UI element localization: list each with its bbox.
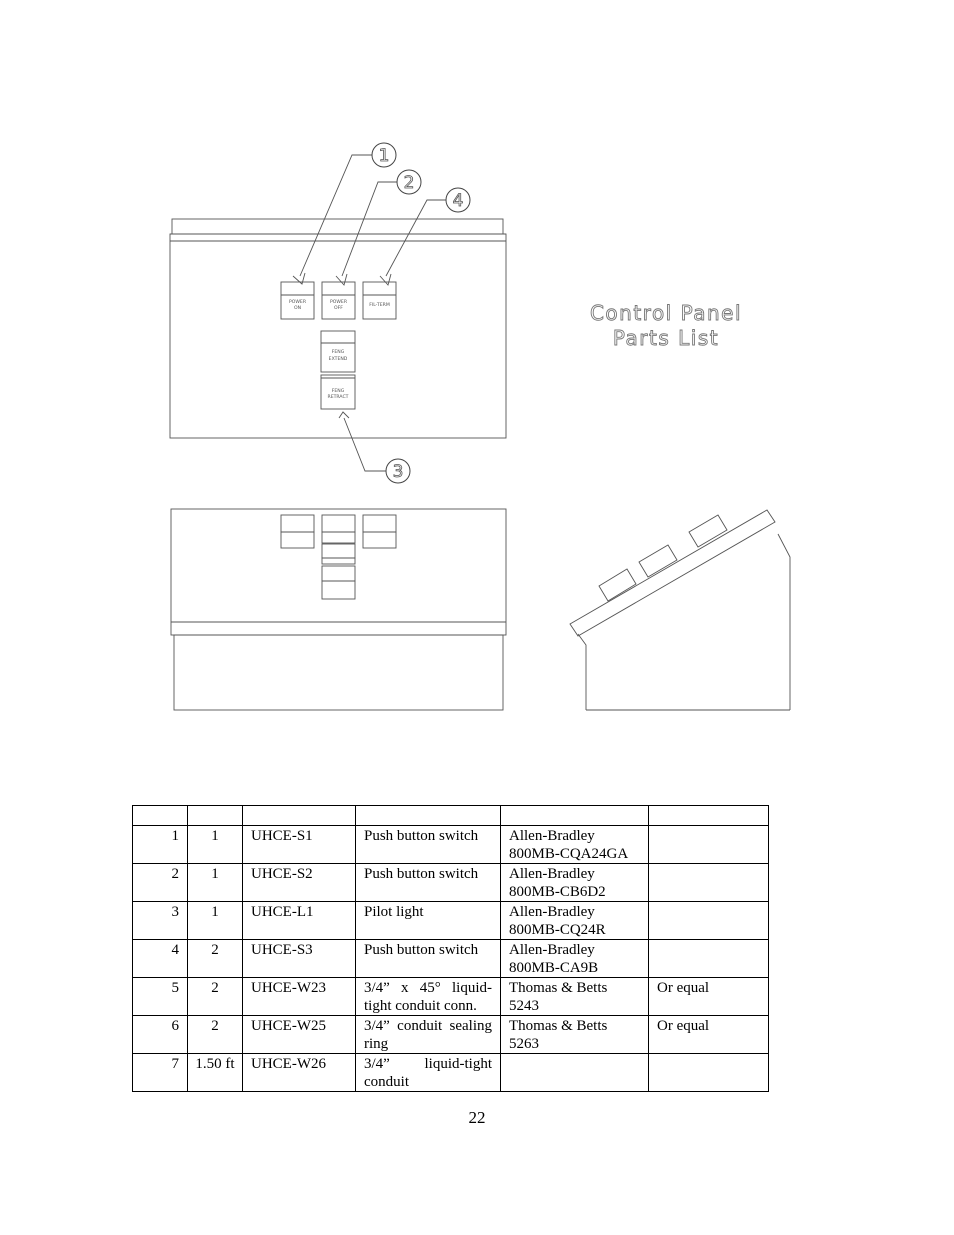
header-cell — [649, 806, 769, 826]
power-on-label-1: POWER — [288, 300, 307, 305]
quantity-cell: 2 — [188, 940, 243, 978]
notes-cell — [649, 902, 769, 940]
header-cell — [243, 806, 356, 826]
quantity-cell: 1 — [188, 902, 243, 940]
pilot-light-label: FIL-TERM — [369, 303, 390, 308]
pilot-light-drawing — [363, 282, 396, 319]
vendor-cell: Allen-Bradley 800MB-CQA24GA — [501, 826, 649, 864]
table-row — [133, 826, 769, 864]
table-header-row — [133, 806, 769, 826]
part-number-cell: UHCE-S1 — [243, 826, 356, 864]
table-row — [133, 1054, 769, 1092]
part-number-cell: UHCE-L1 — [243, 902, 356, 940]
part-number-cell: UHCE-S3 — [243, 940, 356, 978]
notes-cell: Or equal — [649, 978, 769, 1016]
notes-cell: Or equal — [649, 1016, 769, 1054]
part-number-cell: UHCE-W23 — [243, 978, 356, 1016]
top-view — [171, 509, 506, 710]
page-number: 22 — [468, 1108, 486, 1127]
front-view — [170, 143, 506, 483]
item-number-cell: 6 — [133, 1016, 188, 1054]
retract-label-1: FENG — [331, 389, 345, 394]
power-off-label-1: POWER — [329, 300, 348, 305]
callout-2-number: 2 — [403, 173, 415, 193]
notes-cell — [649, 1054, 769, 1092]
quantity-cell: 1 — [188, 826, 243, 864]
power-off-label-2: OFF — [334, 306, 343, 311]
quantity-cell: 1.50 ft — [188, 1054, 243, 1092]
power-off-button-drawing — [322, 282, 355, 319]
quantity-cell: 2 — [188, 978, 243, 1016]
item-number-cell: 3 — [133, 902, 188, 940]
description-cell: Push button switch — [356, 864, 501, 902]
description-cell: Push button switch — [356, 826, 501, 864]
quantity-cell: 2 — [188, 1016, 243, 1054]
vendor-cell — [501, 1054, 649, 1092]
drawing-title-line-1: Control Panel — [589, 301, 743, 325]
side-view — [570, 510, 790, 710]
part-number-cell: UHCE-W25 — [243, 1016, 356, 1054]
vendor-cell: Allen-Bradley 800MB-CQ24R — [501, 902, 649, 940]
notes-cell — [649, 864, 769, 902]
vendor-cell: Allen-Bradley 800MB-CA9B — [501, 940, 649, 978]
retract-label-2: RETRACT — [327, 395, 349, 400]
notes-cell — [649, 940, 769, 978]
header-cell — [501, 806, 649, 826]
quantity-cell: 1 — [188, 864, 243, 902]
item-number-cell: 2 — [133, 864, 188, 902]
description-cell: 3/4” conduit sealing ring — [356, 1016, 501, 1054]
retract-button-drawing — [321, 375, 355, 409]
item-number-cell: 7 — [133, 1054, 188, 1092]
table-row — [133, 940, 769, 978]
vendor-cell: Thomas & Betts 5243 — [501, 978, 649, 1016]
description-cell: Push button switch — [356, 940, 501, 978]
callout-4 — [446, 188, 470, 212]
header-cell — [133, 806, 188, 826]
table-row — [133, 902, 769, 940]
notes-cell — [649, 826, 769, 864]
vendor-cell: Allen-Bradley 800MB-CB6D2 — [501, 864, 649, 902]
table-row — [133, 978, 769, 1016]
front-panel-face — [170, 234, 506, 438]
part-number-cell: UHCE-S2 — [243, 864, 356, 902]
callout-2 — [397, 170, 421, 194]
power-on-label-2: ON — [293, 306, 302, 311]
table-row — [133, 1016, 769, 1054]
extend-label-2: EXTEND — [328, 357, 348, 362]
part-number-cell: UHCE-W26 — [243, 1054, 356, 1092]
item-number-cell: 1 — [133, 826, 188, 864]
power-on-button-drawing — [281, 282, 314, 319]
vendor-cell: Thomas & Betts 5263 — [501, 1016, 649, 1054]
header-cell — [356, 806, 501, 826]
item-number-cell: 5 — [133, 978, 188, 1016]
front-panel-top-strip — [172, 219, 503, 234]
callout-1 — [372, 143, 396, 167]
callout-leaders — [293, 155, 446, 471]
extend-label-1: FENG — [331, 350, 345, 355]
extend-button-drawing — [321, 331, 355, 372]
description-cell: Pilot light — [356, 902, 501, 940]
description-cell: 3/4” liquid-tight conduit — [356, 1054, 501, 1092]
header-cell — [188, 806, 243, 826]
callout-4-number: 4 — [452, 191, 464, 211]
parts-list-table — [132, 805, 769, 1092]
drawing-title-line-2: Parts List — [612, 326, 720, 350]
item-number-cell: 4 — [133, 940, 188, 978]
table-row — [133, 864, 769, 902]
description-cell: 3/4” x 45° liquid-tight conduit conn. — [356, 978, 501, 1016]
callout-3-number: 3 — [392, 462, 404, 482]
callout-1-number: 1 — [378, 146, 390, 166]
callout-3 — [386, 459, 410, 483]
